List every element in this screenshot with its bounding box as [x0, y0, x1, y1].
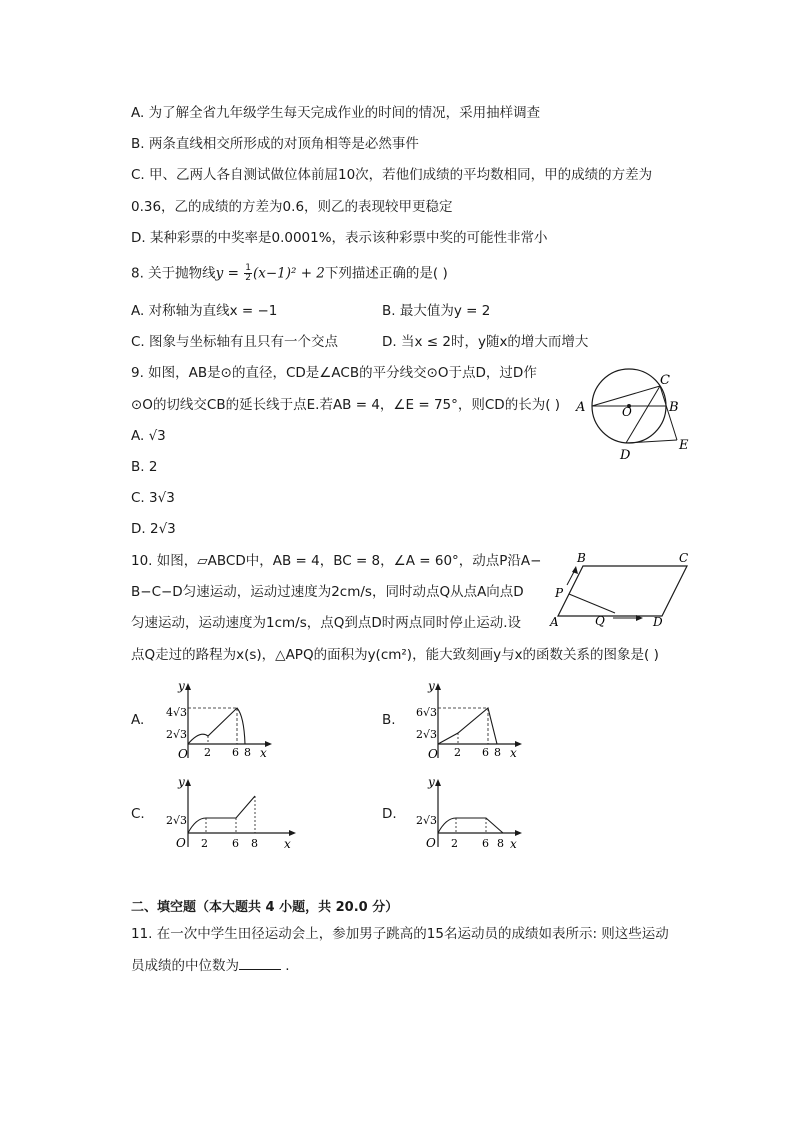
q10-label-a: A [550, 615, 559, 629]
graph-d-label-o: O [426, 836, 436, 850]
graph-b-tick-6: 6 [482, 746, 489, 759]
q10-graph-a [148, 678, 278, 760]
q10-stem-line2: B−C−D匀速运动，运动过速度为2cm/s，同时动点Q从点A向点D [131, 584, 524, 600]
q7-option-d: D. 某种彩票的中奖率是0.0001%，表示该种彩票中奖的可能性非常小 [131, 230, 548, 246]
graph-a-label-x: x [260, 746, 267, 760]
q10-segment-pq [569, 594, 615, 613]
graph-a-curve [188, 708, 245, 744]
q9-label-c: C [660, 373, 670, 388]
q8-func-rhs: (x−1)² + 2 [252, 265, 325, 282]
graph-a-y-arrow [185, 683, 191, 690]
graph-a-tick-2: 2 [204, 746, 211, 759]
q11-answer-blank[interactable] [239, 957, 281, 970]
graph-d-curve [438, 818, 503, 833]
q9-option-c: C. 3√3 [131, 490, 175, 506]
graph-d-tick-8: 8 [497, 837, 504, 850]
graph-b-label-y: y [428, 679, 435, 693]
graph-a-label-o: O [178, 747, 188, 760]
graph-d-label-y: y [428, 775, 435, 789]
graph-b-label-6root3: 6√3 [416, 706, 438, 719]
graph-b-tick-2: 2 [454, 746, 461, 759]
q8-stem [131, 264, 448, 283]
graph-d-label-2root3: 2√3 [416, 814, 438, 827]
q9-label-b: B [669, 400, 679, 415]
q9-circle-figure [568, 364, 698, 464]
q10-label-p: P [555, 586, 564, 600]
q11-stem-line1: 11. 在一次中学生田径运动会上，参加男子跳高的15名运动员的成绩如表所示: 则这些运动 [131, 926, 669, 942]
graph-c-label-y: y [178, 775, 185, 789]
graph-c-label-o: O [176, 836, 186, 850]
graph-a-tick-6: 6 [232, 746, 239, 759]
q8-option-b: B. 最大值为y = 2 [382, 303, 491, 319]
q11-stem-end: . [281, 958, 290, 974]
q8-func-lhs: y = [215, 265, 244, 282]
q8-frac-num: 1 [245, 263, 251, 273]
q8-stem-prefix: 8. 关于抛物线 [131, 265, 216, 282]
q9-stem-line2: ⊙O的切线交CB的延长线于点E.若AB = 4，∠E = 75°，则CD的长为( ) [131, 397, 561, 413]
q9-tangent-de [626, 440, 677, 443]
q10-option-d-label: D. [382, 806, 397, 822]
section-2-heading: 二、填空题（本大题共 4 小题，共 20.0 分） [131, 900, 399, 915]
q10-stem-line1: 10. 如图，▱ABCD中，AB = 4，BC = 8，∠A = 60°，动点P沿A− [131, 553, 542, 569]
graph-b-label-2root3: 2√3 [416, 728, 438, 741]
q8-option-c: C. 图象与坐标轴有且只有一个交点 [131, 334, 339, 350]
graph-b-label-o: O [428, 747, 438, 760]
graph-a-label-2root3: 2√3 [166, 728, 188, 741]
graph-c-y-arrow [185, 779, 191, 786]
q11-stem-line2 [131, 957, 290, 975]
graph-b-y-arrow [435, 683, 441, 690]
q10-parallelogram-figure [545, 548, 695, 630]
q9-label-o: O [622, 405, 632, 419]
graph-c-tick-2: 2 [201, 837, 208, 850]
q10-graph-d [398, 772, 528, 852]
graph-d-y-arrow [435, 779, 441, 786]
q10-graph-b [398, 678, 528, 760]
q8-frac-den: 2 [245, 273, 251, 283]
q8-option-a: A. 对称轴为直线x = −1 [131, 303, 278, 319]
graph-d-tick-2: 2 [451, 837, 458, 850]
q7-option-c-line1: C. 甲、乙两人各自测试做位体前屈10次，若他们成绩的平均数相同，甲的成绩的方差为 [131, 167, 653, 183]
q9-option-a: A. √3 [131, 428, 166, 444]
q10-stem-line4: 点Q走过的路程为x(s)，△APQ的面积为y(cm²)，能大致刻画y与x的函数关系的图象是( ) [131, 647, 659, 663]
q10-label-q: Q [595, 614, 605, 628]
q9-option-b: B. 2 [131, 459, 158, 475]
graph-c-label-2root3: 2√3 [166, 814, 188, 827]
graph-b-label-x: x [510, 746, 517, 760]
q8-fraction [244, 264, 252, 283]
graph-b-tick-8: 8 [494, 746, 501, 759]
q11-stem-text: 员成绩的中位数为 [131, 958, 239, 974]
graph-c-tick-8: 8 [251, 837, 258, 850]
graph-d-x-arrow [515, 830, 522, 836]
graph-a-label-y: y [178, 679, 185, 693]
graph-c-curve [188, 796, 255, 833]
q10-graph-c [148, 772, 298, 852]
q7-option-c-line2: 0.36，乙的成绩的方差为0.6，则乙的表现较甲更稳定 [131, 199, 453, 215]
q10-option-c-label: C. [131, 806, 145, 822]
graph-d-label-x: x [510, 837, 517, 851]
q10-label-c: C [679, 551, 689, 565]
graph-c-tick-6: 6 [232, 837, 239, 850]
q10-option-a-label: A. [131, 712, 145, 728]
graph-a-label-4root3: 4√3 [166, 706, 188, 719]
q7-option-a: A. 为了解全省九年级学生每天完成作业的时间的情况，采用抽样调查 [131, 105, 541, 121]
q10-label-d: D [653, 615, 663, 629]
q9-label-e: E [679, 438, 689, 453]
q8-option-d: D. 当x ≤ 2时，y随x的增大而增大 [382, 334, 589, 350]
graph-d-tick-6: 6 [482, 837, 489, 850]
graph-c-label-x: x [284, 837, 291, 851]
q9-stem-line1: 9. 如图，AB是⊙的直径，CD是∠ACB的平分线交⊙O于点D，过D作 [131, 365, 537, 381]
q9-label-d: D [620, 448, 631, 463]
q10-label-b: B [577, 551, 586, 565]
q7-option-b: B. 两条直线相交所形成的对顶角相等是必然事件 [131, 136, 419, 152]
q10-option-b-label: B. [382, 712, 396, 728]
q8-stem-suffix: 下列描述正确的是( ) [324, 265, 448, 282]
graph-a-tick-8: 8 [244, 746, 251, 759]
q9-option-d: D. 2√3 [131, 521, 176, 537]
graph-c-x-arrow [289, 830, 296, 836]
q9-label-a: A [576, 400, 586, 415]
q10-stem-line3: 匀速运动，运动速度为1cm/s，点Q到点D时两点同时停止运动.设 [131, 615, 522, 631]
